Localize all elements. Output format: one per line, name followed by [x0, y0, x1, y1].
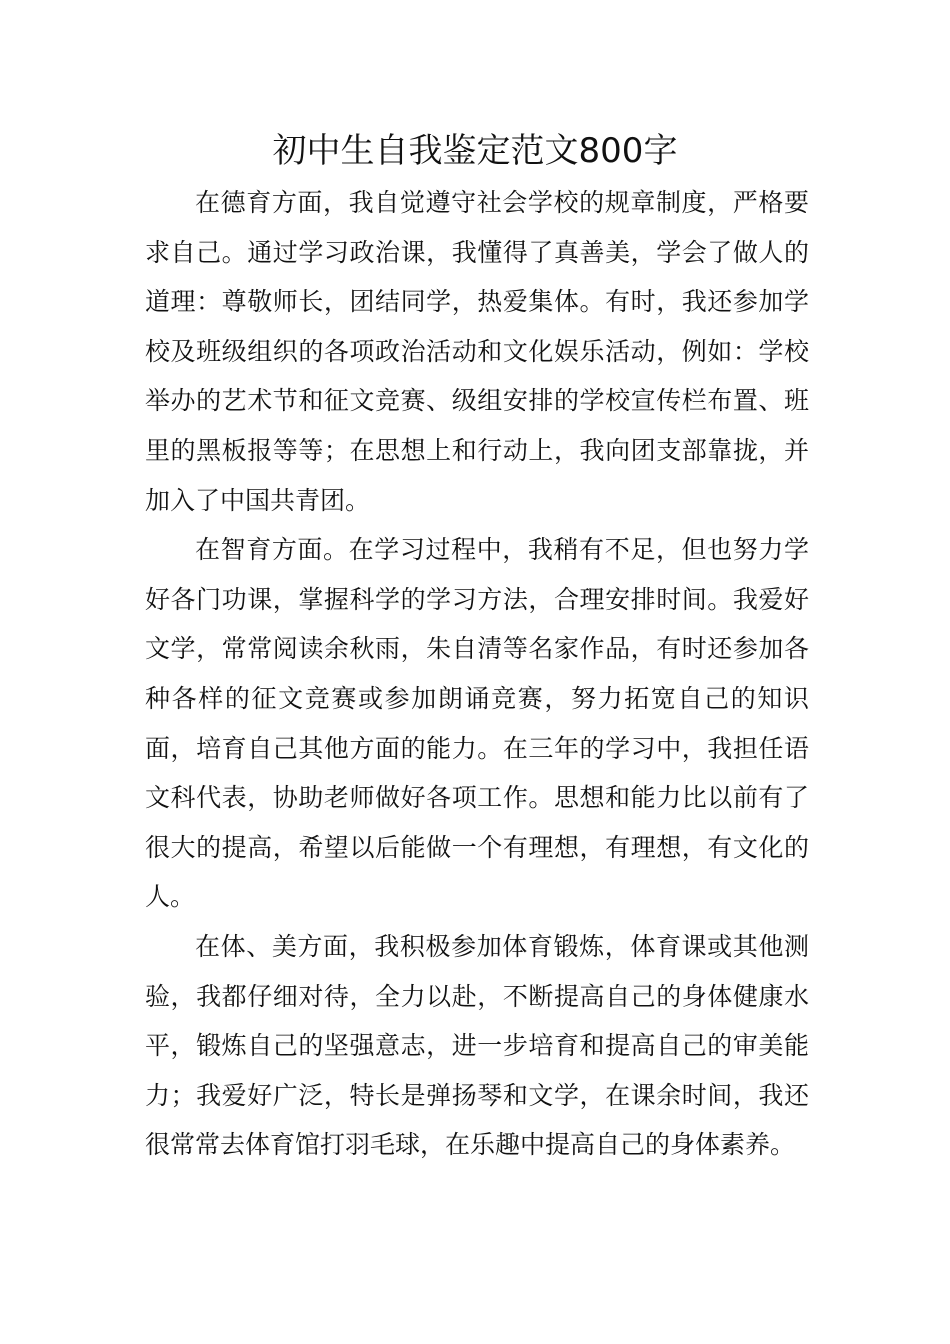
paragraph-moral-education: 在德育方面，我自觉遵守社会学校的规章制度，严格要求自己。通过学习政治课，我懂得了真善美，学会了做人的道理：尊敬师长，团结同学，热爱集体。有时，我还参加学校及班级组织的各项政治活动和文化娱乐活动，例如：学校举办的艺术节和征文竞赛、级组安排的学校宣传栏布置、班里的黑板报等等；在思想上和行动上，我向团支部靠拢，并加入了中国共青团。 — [145, 188, 809, 515]
paragraph-intellectual-education: 在智育方面。在学习过程中，我稍有不足，但也努力学好各门功课，掌握科学的学习方法，合理安排时间。我爱好文学，常常阅读余秋雨，朱自清等名家作品，有时还参加各种各样的征文竞赛或参加朗诵竞赛，努力拓宽自己的知识面，培育自己其他方面的能力。在三年的学习中，我担任语文科代表，协助老师做好各项工作。思想和能力比以前有了很大的提高，希望以后能做一个有理想，有理想，有文化的人。 — [145, 535, 809, 912]
paragraph-physical-aesthetic-education: 在体、美方面，我积极参加体育锻炼，体育课或其他测验，我都仔细对待，全力以赴，不断提高自己的身体健康水平，锻炼自己的坚强意志，进一步培育和提高自己的审美能力；我爱好广泛，特长是弹扬琴和文学，在课余时间，我还很常常去体育馆打羽毛球，在乐趣中提高自己的身体素养。 — [145, 931, 809, 1160]
page-title: 初中生自我鉴定范文800字 — [272, 131, 678, 171]
document-body — [145, 178, 809, 1170]
